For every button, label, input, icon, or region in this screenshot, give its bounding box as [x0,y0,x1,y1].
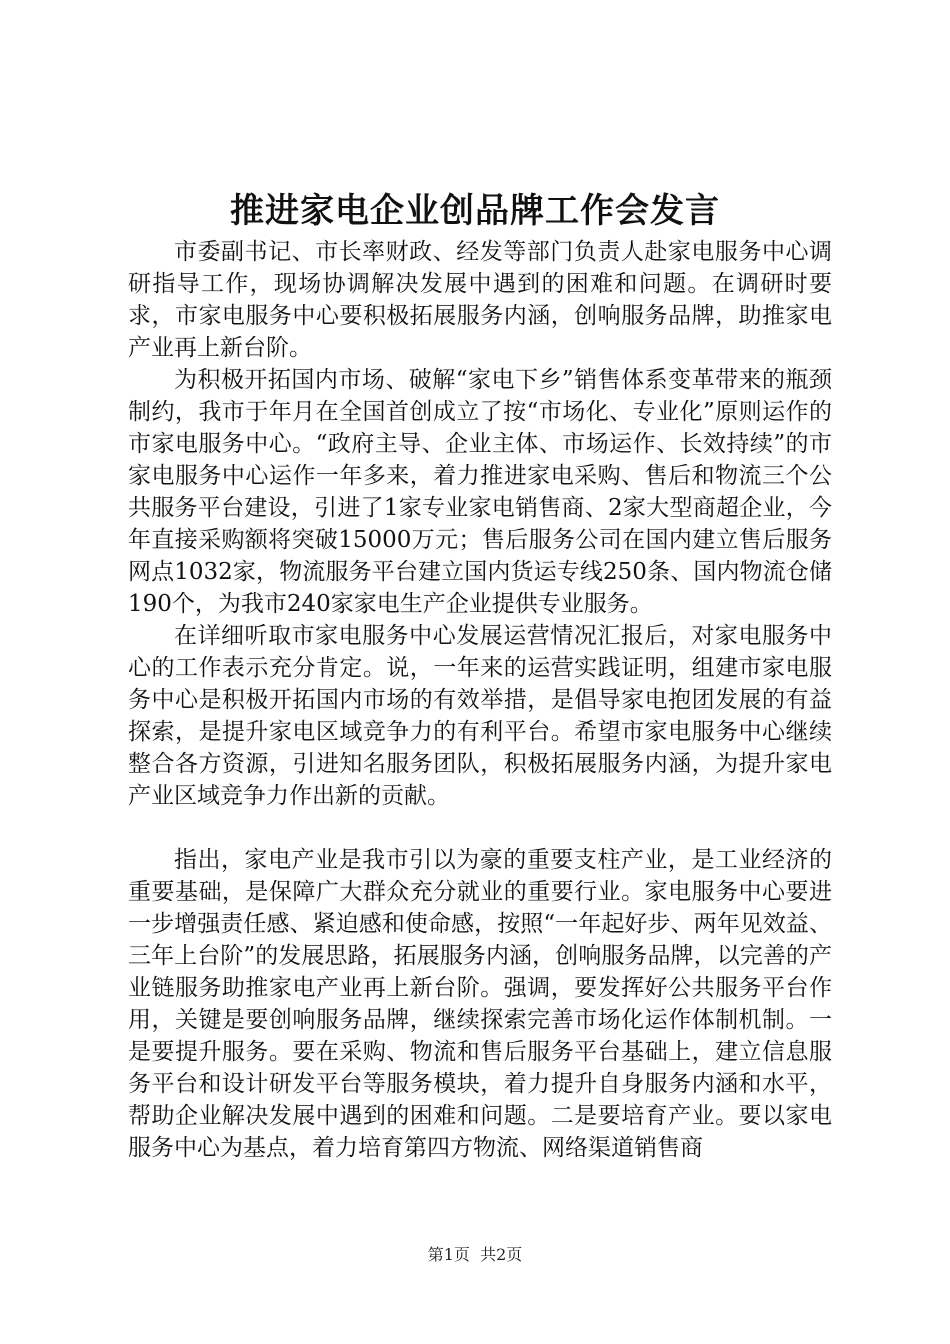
page-total: 共2页 [480,1245,523,1264]
page-number: 第1页 [427,1245,470,1264]
paragraph-1: 市委副书记、市长率财政、经发等部门负责人赴家电服务中心调研指导工作，现场协调解决发展中遇到的困难和问题。在调研时要求，市家电服务中心要积极拓展服务内涵，创响服务品牌，助推家电产业再上新台阶。 [128,239,832,361]
paragraph-4: 指出，家电产业是我市引以为豪的重要支柱产业，是工业经济的重要基础，是保障广大群众充分就业的重要行业。家电服务中心要进一步增强责任感、紧迫感和使命感，按照“一年起好步、两年见效益、三年上台阶”的发展思路，拓展服务内涵，创响服务品牌，以完善的产业链服务助推家电产业再上新台阶。强调，要发挥好公共服务平台作用，关键是要创响服务品牌，继续探索完善市场化运作体制机制。一是要提升服务。要在采购、物流和售后服务平台基础上，建立信息服务平台和设计研发平台等服务模块，着力提升自身服务内涵和水平，帮助企业解决发展中遇到的困难和问题。二是要培育产业。要以家电服务中心为基点，着力培育第四方物流、网络渠道销售商 [128,847,832,1161]
paragraph-3: 在详细听取市家电服务中心发展运营情况汇报后，对家电服务中心的工作表示充分肯定。说，一年来的运营实践证明，组建市家电服务中心是积极开拓国内市场的有效举措，是倡导家电抱团发展的有益探索，是提升家电区域竞争力的有利平台。希望市家电服务中心继续整合各方资源，引进知名服务团队，积极拓展服务内涵，为提升家电产业区域竞争力作出新的贡献。 [128,623,832,809]
document-body [128,236,832,1164]
paragraph-2: 为积极开拓国内市场、破解“家电下乡”销售体系变革带来的瓶颈制约，我市于年月在全国首创成立了按“市场化、专业化”原则运作的市家电服务中心。“政府主导、企业主体、市场运作、长效持续”的市家电服务中心运作一年多来，着力推进家电采购、售后和物流三个公共服务平台建设，引进了1家专业家电销售商、2家大型商超企业，今年直接采购额将突破15000万元；售后服务公司在国内建立售后服务网点1032家，物流服务平台建立国内货运专线250条、国内物流仓储190个，为我市240家家电生产企业提供专业服务。 [128,367,832,617]
page-footer [0,1244,950,1266]
document-title: 推进家电企业创品牌工作会发言 [230,191,720,231]
